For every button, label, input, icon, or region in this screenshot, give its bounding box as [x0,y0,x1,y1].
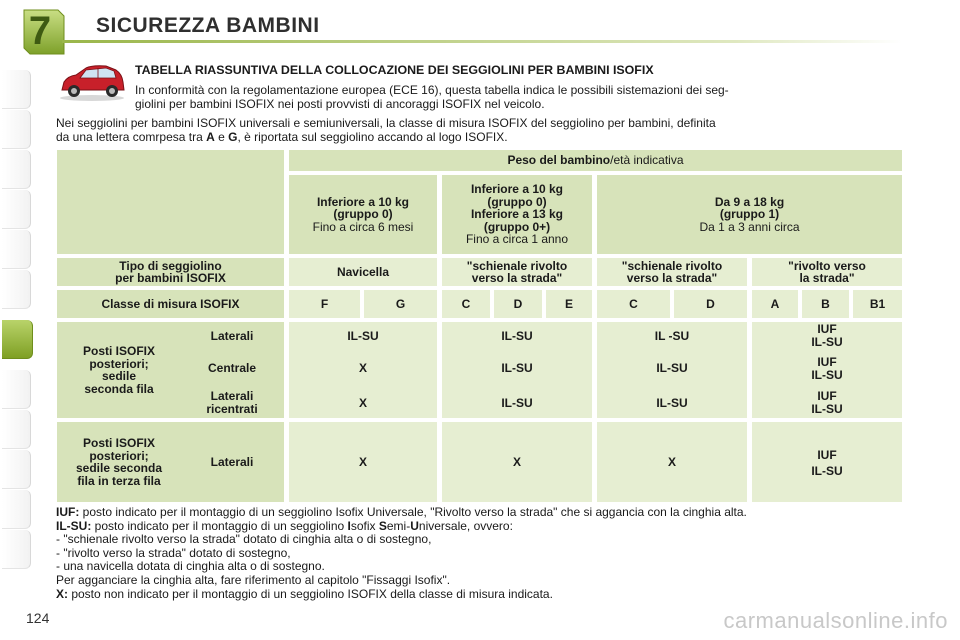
table-cell: IL -SU [654,329,690,343]
note-tether: Per agganciare la cinghia alta, fare riferimento al capitolo "Fissaggi Isofix". [56,572,451,587]
note-text: posto non indicato per il montaggio di un seggiolino ISOFIX della classe di misura indicata. [68,586,553,601]
size-class-cell: C [597,290,670,318]
chapter-tab-active[interactable] [2,320,33,359]
cell-line: IL-SU [811,401,843,416]
cell-line: IUF [817,355,837,369]
chapter-tab[interactable] [2,70,31,109]
table-cell [752,356,902,381]
label-line: seconda fila [84,381,154,396]
label-line: fila in terza fila [77,473,161,488]
size-class-cell: F [289,290,360,318]
paragraph-line [56,131,906,145]
size-class-cell: A [752,290,798,318]
header-divider [62,40,902,43]
text: e [214,129,229,144]
position-label: Laterali [210,329,254,343]
page-number: 124 [26,610,50,626]
section-title: TABELLA RIASSUNTIVA DELLA COLLOCAZIONE DEI SEGGIOLINI PER BAMBINI ISOFIX [135,63,654,77]
size-class-cell: D [674,290,747,318]
table-cell [752,390,902,415]
group-header [442,175,592,254]
seat-type-cell [597,258,747,286]
position-label: Centrale [207,361,257,375]
chapter-tab[interactable] [2,110,31,149]
group-age: Fino a circa 6 mesi [312,219,414,234]
note-letter: I [347,518,351,533]
weight-header [289,150,902,171]
size-class-cell: D [494,290,542,318]
note-ilsu [56,520,916,534]
note-text: posto indicato per il montaggio di un seggiolino [91,518,348,533]
group-header [289,175,437,254]
table-cell [752,323,902,348]
note-x [56,588,916,602]
table-cell: X [512,455,521,469]
note-text: niversale, ovvero: [418,518,513,533]
size-class-cell: B1 [853,290,902,318]
group-name: (gruppo 0) [333,207,393,222]
chapter-tab[interactable] [2,230,31,269]
chapter-tab[interactable] [2,150,31,189]
position-label [190,390,274,415]
letter-a: A [206,129,215,144]
table-cell: IL-SU [501,361,533,375]
seat-type: la strada" [799,271,855,285]
group-name: (gruppo 0) [487,194,547,209]
chapter-tabs [0,70,36,570]
table-cell [752,447,902,479]
seat-type-label [57,258,284,286]
letter-g: G [228,129,238,144]
cell-line: IUF [817,448,837,462]
text: da una lettera comrpesa tra [56,129,207,144]
group-weight: Inferiore a 13 kg [470,207,564,222]
label-line: sedile seconda [75,461,163,475]
group-age: Da 1 a 3 anni circa [699,219,800,234]
seat-type: verso la strada" [626,271,718,285]
table-cell: IL-SU [501,396,533,410]
size-class-paragraph [56,117,906,144]
note-key: IL-SU: [56,518,92,533]
label-line: sedile [101,369,137,383]
table-cell: X [358,361,367,375]
seat-type: "schienale rivolto [621,258,723,273]
group-name: (gruppo 0+) [483,219,551,234]
size-class-cell: B [802,290,849,318]
chapter-tab[interactable] [2,530,31,569]
chapter-tab[interactable] [2,370,31,409]
note-bullet: - "schienale rivolto verso la strada" dotato di cinghia alta o di sostegno, [56,532,432,547]
group-header [597,175,902,254]
note-iuf [56,506,916,520]
table-cell: IL-SU [656,396,688,410]
table-cell: X [667,455,676,469]
seat-type: verso la strada" [471,271,563,285]
position-label: Laterali [210,455,254,469]
weight-header-label: Peso del bambino [507,153,611,168]
seat-type: "rivolto verso [788,258,866,273]
note-text: posto indicato per il montaggio di un seggiolino Isofix Universale, "Rivolto verso la strada" che si aggancia con la cinghia alta. [79,505,747,519]
size-class-cell: E [546,290,592,318]
seat-type: Navicella [336,264,390,279]
text: , è riportata sul seggiolino accando al logo ISOFIX. [237,129,508,144]
cell-line: IL-SU [811,367,843,382]
car-icon [56,62,128,102]
intro-paragraph [135,84,905,111]
label-line: Posti ISOFIX [82,344,155,358]
chapter-tab[interactable] [2,190,31,229]
label-line: ricentrati [206,401,258,416]
watermark: carmanualsonline.info [723,608,948,633]
table-cell: IL-SU [501,329,533,343]
chapter-tab[interactable] [2,410,31,449]
intro-line: In conformità con la regolamentazione europea (ECE 16), questa tabella indica le possibili sistemazioni dei seg- [135,83,729,97]
table-corner [57,150,284,254]
chapter-number: 7 [28,9,52,53]
note-text: sofix [350,518,379,533]
table-cell: X [358,396,367,410]
note-letter: S [378,518,387,533]
table-cell: X [358,455,367,469]
intro-line: giolini per bambini ISOFIX nei posti provvisti di ancoraggi ISOFIX nel veicolo. [135,96,545,111]
group-weight: Inferiore a 10 kg [316,194,410,209]
group-name: (gruppo 1) [719,207,780,222]
seat-type: "schienale rivolto [466,258,568,273]
note-key: IUF: [56,505,80,519]
note-letter: U [410,518,419,533]
legend-notes [56,506,916,601]
seat-type-cell [752,258,902,286]
table-cell: IL-SU [656,361,688,375]
table-cell: IL-SU [347,329,379,343]
note-bullet: - una navicella dotata di cinghia alta o di sostegno. [56,559,325,574]
weight-header-suffix: /età indicativa [610,153,684,168]
group-weight: Da 9 a 18 kg [714,194,785,209]
label-line: posteriori; [89,448,149,463]
cell-line: IUF [817,389,837,403]
note-text: emi- [386,518,411,533]
rear-seats-label [60,345,178,395]
group-weight: Inferiore a 10 kg [470,182,564,197]
label-line: per bambini ISOFIX [115,271,226,285]
label-line: Posti ISOFIX [82,436,155,450]
seat-type-cell [442,258,592,286]
chapter-tab[interactable] [2,490,31,529]
size-class-cell: C [442,290,490,318]
label-line: posteriori; [89,356,149,371]
cell-line: IL-SU [811,334,843,349]
size-class-cell: G [364,290,437,318]
page-title: SICUREZZA BAMBINI [96,14,320,37]
size-class-label: Classe di misura ISOFIX [57,290,284,318]
chapter-tab[interactable] [2,270,31,309]
cell-line: IL-SU [811,464,843,478]
group-age: Fino a circa 1 anno [465,232,569,247]
note-bullet: - "rivolto verso la strada" dotato di sostegno, [56,545,291,560]
paragraph-line: Nei seggiolini per bambini ISOFIX universali e semiuniversali, la classe di misura ISOFIX del seggiolino per bambini, definita [56,116,716,130]
label-line: Tipo di seggiolino [119,258,222,273]
seat-type-cell [289,258,437,286]
third-row-label [60,437,178,487]
note-key: X: [56,586,68,601]
chapter-tab[interactable] [2,450,31,489]
label-line: Laterali [210,389,254,403]
cell-line: IUF [817,322,837,336]
